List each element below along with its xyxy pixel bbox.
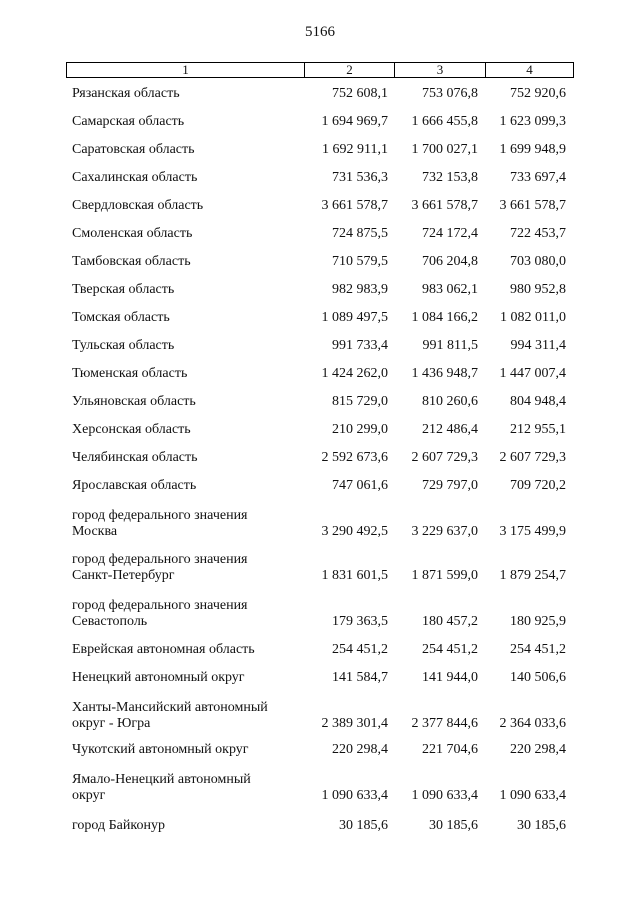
region-name-line: Ненецкий автономный округ: [72, 670, 245, 685]
value-col-4: 1 623 099,3: [499, 114, 566, 129]
value-col-4: 733 697,4: [510, 170, 566, 185]
region-name-line: Еврейская автономная область: [72, 642, 255, 657]
region-name-line: Самарская область: [72, 114, 185, 129]
region-name-line: Рязанская область: [72, 86, 180, 101]
region-name-line: Тамбовская область: [72, 254, 191, 269]
value-col-4: 180 925,9: [510, 614, 566, 629]
value-col-3: 141 944,0: [422, 670, 478, 685]
value-col-2: 1 089 497,5: [321, 310, 388, 325]
value-col-3: 30 185,6: [429, 818, 478, 833]
region-name-line: округ - Югра: [72, 716, 151, 731]
value-col-4: 980 952,8: [510, 282, 566, 297]
value-col-3: 991 811,5: [422, 338, 478, 353]
value-col-4: 3 175 499,9: [499, 524, 566, 539]
value-col-3: 729 797,0: [422, 478, 478, 493]
region-name-line: Ямало-Ненецкий автономный: [72, 772, 251, 787]
value-col-4: 752 920,6: [510, 86, 566, 101]
value-col-2: 179 363,5: [332, 614, 388, 629]
region-name-line: Челябинская область: [72, 450, 198, 465]
value-col-2: 815 729,0: [332, 394, 388, 409]
region-name-line: Смоленская область: [72, 226, 193, 241]
value-col-3: 254 451,2: [422, 642, 478, 657]
value-col-2: 710 579,5: [332, 254, 388, 269]
region-name-line: Свердловская область: [72, 198, 204, 213]
value-col-4: 1 879 254,7: [499, 568, 566, 583]
value-col-2: 220 298,4: [332, 742, 388, 757]
value-col-2: 731 536,3: [332, 170, 388, 185]
value-col-4: 709 720,2: [510, 478, 566, 493]
region-name-line: город федерального значения: [72, 598, 248, 613]
value-col-4: 2 607 729,3: [499, 450, 566, 465]
value-col-3: 732 153,8: [422, 170, 478, 185]
header-col-1: 1: [182, 62, 189, 77]
value-col-2: 982 983,9: [332, 282, 388, 297]
value-col-2: 1 831 601,5: [321, 568, 388, 583]
page-number: 5166: [305, 24, 335, 40]
value-col-2: 2 389 301,4: [321, 716, 388, 731]
value-col-2: 210 299,0: [332, 422, 388, 437]
header-col-2: 2: [304, 63, 394, 77]
value-col-4: 212 955,1: [510, 422, 566, 437]
value-col-3: 1 084 166,2: [411, 310, 478, 325]
header-col-3: 3: [394, 63, 485, 77]
value-col-4: 703 080,0: [510, 254, 566, 269]
value-col-4: 804 948,4: [510, 394, 566, 409]
value-col-2: 747 061,6: [332, 478, 388, 493]
value-col-4: 30 185,6: [517, 818, 566, 833]
region-name-line: Чукотский автономный округ: [72, 742, 249, 757]
table-header: [66, 62, 574, 78]
value-col-3: 3 661 578,7: [411, 198, 478, 213]
value-col-4: 1 090 633,4: [499, 788, 566, 803]
value-col-4: 1 082 011,0: [500, 310, 566, 325]
value-col-3: 1 666 455,8: [411, 114, 478, 129]
value-col-2: 724 875,5: [332, 226, 388, 241]
value-col-4: 254 451,2: [510, 642, 566, 657]
value-col-3: 810 260,6: [422, 394, 478, 409]
value-col-3: 1 090 633,4: [411, 788, 478, 803]
value-col-4: 2 364 033,6: [499, 716, 566, 731]
region-name-line: Санкт-Петербург: [72, 568, 175, 583]
header-col-4: 4: [485, 63, 573, 77]
value-col-3: 753 076,8: [422, 86, 478, 101]
value-col-2: 991 733,4: [332, 338, 388, 353]
region-name-line: Херсонская область: [72, 422, 191, 437]
value-col-3: 212 486,4: [422, 422, 478, 437]
region-name-line: округ: [72, 788, 106, 803]
region-name-line: Томская область: [72, 310, 170, 325]
value-col-2: 30 185,6: [339, 818, 388, 833]
region-name-line: Тульская область: [72, 338, 175, 353]
region-name-line: Москва: [72, 524, 118, 539]
value-col-3: 221 704,6: [422, 742, 478, 757]
value-col-4: 1 447 007,4: [499, 366, 566, 381]
value-col-4: 994 311,4: [510, 338, 566, 353]
value-col-2: 1 424 262,0: [321, 366, 388, 381]
region-name-line: город Байконур: [72, 818, 165, 833]
value-col-3: 2 607 729,3: [411, 450, 478, 465]
region-name-line: Тюменская область: [72, 366, 188, 381]
region-name-line: город федерального значения: [72, 552, 248, 567]
value-col-4: 140 506,6: [510, 670, 566, 685]
value-col-2: 3 290 492,5: [321, 524, 388, 539]
value-col-3: 724 172,4: [422, 226, 478, 241]
value-col-3: 983 062,1: [422, 282, 478, 297]
value-col-2: 141 584,7: [332, 670, 388, 685]
value-col-3: 180 457,2: [422, 614, 478, 629]
value-col-2: 3 661 578,7: [321, 198, 388, 213]
value-col-3: 706 204,8: [422, 254, 478, 269]
region-name-line: Саратовская область: [72, 142, 195, 157]
value-col-3: 1 700 027,1: [411, 142, 478, 157]
region-name-line: Тверская область: [72, 282, 175, 297]
value-col-2: 1 694 969,7: [321, 114, 388, 129]
region-name-line: город федерального значения: [72, 508, 248, 523]
value-col-3: 1 436 948,7: [411, 366, 478, 381]
value-col-2: 1 692 911,1: [322, 142, 388, 157]
value-col-2: 2 592 673,6: [321, 450, 388, 465]
region-name-line: Ульяновская область: [72, 394, 196, 409]
value-col-4: 3 661 578,7: [499, 198, 566, 213]
value-col-4: 220 298,4: [510, 742, 566, 757]
value-col-4: 722 453,7: [510, 226, 566, 241]
value-col-3: 2 377 844,6: [411, 716, 478, 731]
value-col-2: 1 090 633,4: [321, 788, 388, 803]
value-col-2: 752 608,1: [332, 86, 388, 101]
region-name-line: Ярославская область: [72, 478, 197, 493]
region-name-line: Сахалинская область: [72, 170, 198, 185]
value-col-4: 1 699 948,9: [499, 142, 566, 157]
value-col-3: 1 871 599,0: [411, 568, 478, 583]
value-col-2: 254 451,2: [332, 642, 388, 657]
region-name-line: Севастополь: [72, 614, 148, 629]
value-col-3: 3 229 637,0: [411, 524, 478, 539]
region-name-line: Ханты-Мансийский автономный: [72, 700, 268, 715]
